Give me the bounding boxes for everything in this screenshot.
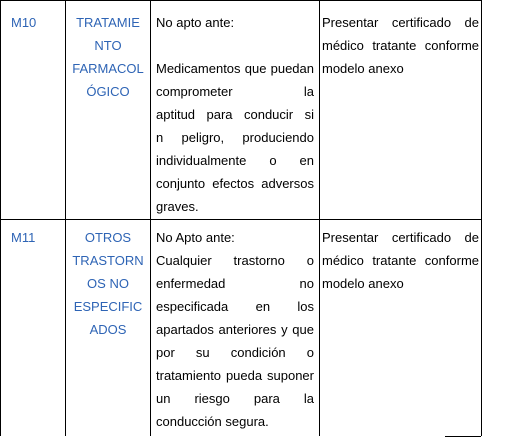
requirement-line: Presentar certificado de <box>322 230 479 245</box>
condition-line: por su condición o <box>156 345 314 360</box>
column-border <box>319 0 320 436</box>
category-line: TRASTORN <box>72 253 144 268</box>
condition-line: Cualquier trastorno o <box>156 253 314 268</box>
category-line: ESPECIFIC <box>73 299 143 314</box>
condition-line: aptitud para conducir si <box>156 107 314 122</box>
condition-line: un riesgo para la <box>156 391 314 406</box>
condition-line: enfermedad no <box>156 276 314 291</box>
row-code: M10 <box>11 15 37 30</box>
condition-line: graves. <box>156 199 199 214</box>
column-border <box>65 0 66 436</box>
category-line: OTROS <box>84 230 132 245</box>
category-line: OS NO <box>87 276 129 291</box>
condition-heading: No Apto ante: <box>156 230 235 245</box>
column-border <box>150 0 151 436</box>
condition-heading: No apto ante: <box>156 15 235 30</box>
requirement-line: Presentar certificado de <box>322 15 479 30</box>
column-border <box>481 0 482 436</box>
requirement-line: modelo anexo <box>322 61 404 76</box>
condition-line: especificada en los <box>156 299 314 314</box>
table-top-border <box>0 0 481 1</box>
category-line: FARMACOL <box>72 61 144 76</box>
condition-line: comprometer la <box>156 84 314 99</box>
condition-line: apartados anteriores y que <box>156 322 314 337</box>
column-border <box>0 0 1 436</box>
condition-line: conducción segura. <box>156 414 269 429</box>
row-code: M11 <box>11 230 36 245</box>
condition-line: n peligro, produciendo <box>156 130 314 145</box>
category-line: NTO <box>94 38 122 53</box>
category-line: TRATAMIE <box>76 15 140 30</box>
row-separator <box>0 219 481 220</box>
requirement-line: médico tratante conforme <box>322 38 479 53</box>
condition-line: Medicamentos que puedan <box>156 61 314 76</box>
requirement-line: modelo anexo <box>322 276 404 291</box>
condition-line: conjunto efectos adversos <box>156 176 314 191</box>
category-line: ÓGICO <box>86 84 130 99</box>
requirement-line: médico tratante conforme <box>322 253 479 268</box>
condition-line: tratamiento pueda suponer <box>156 368 314 383</box>
category-line: ADOS <box>89 322 127 337</box>
condition-line: individualmente o en <box>156 153 314 168</box>
page-bottom-rule <box>445 436 481 437</box>
